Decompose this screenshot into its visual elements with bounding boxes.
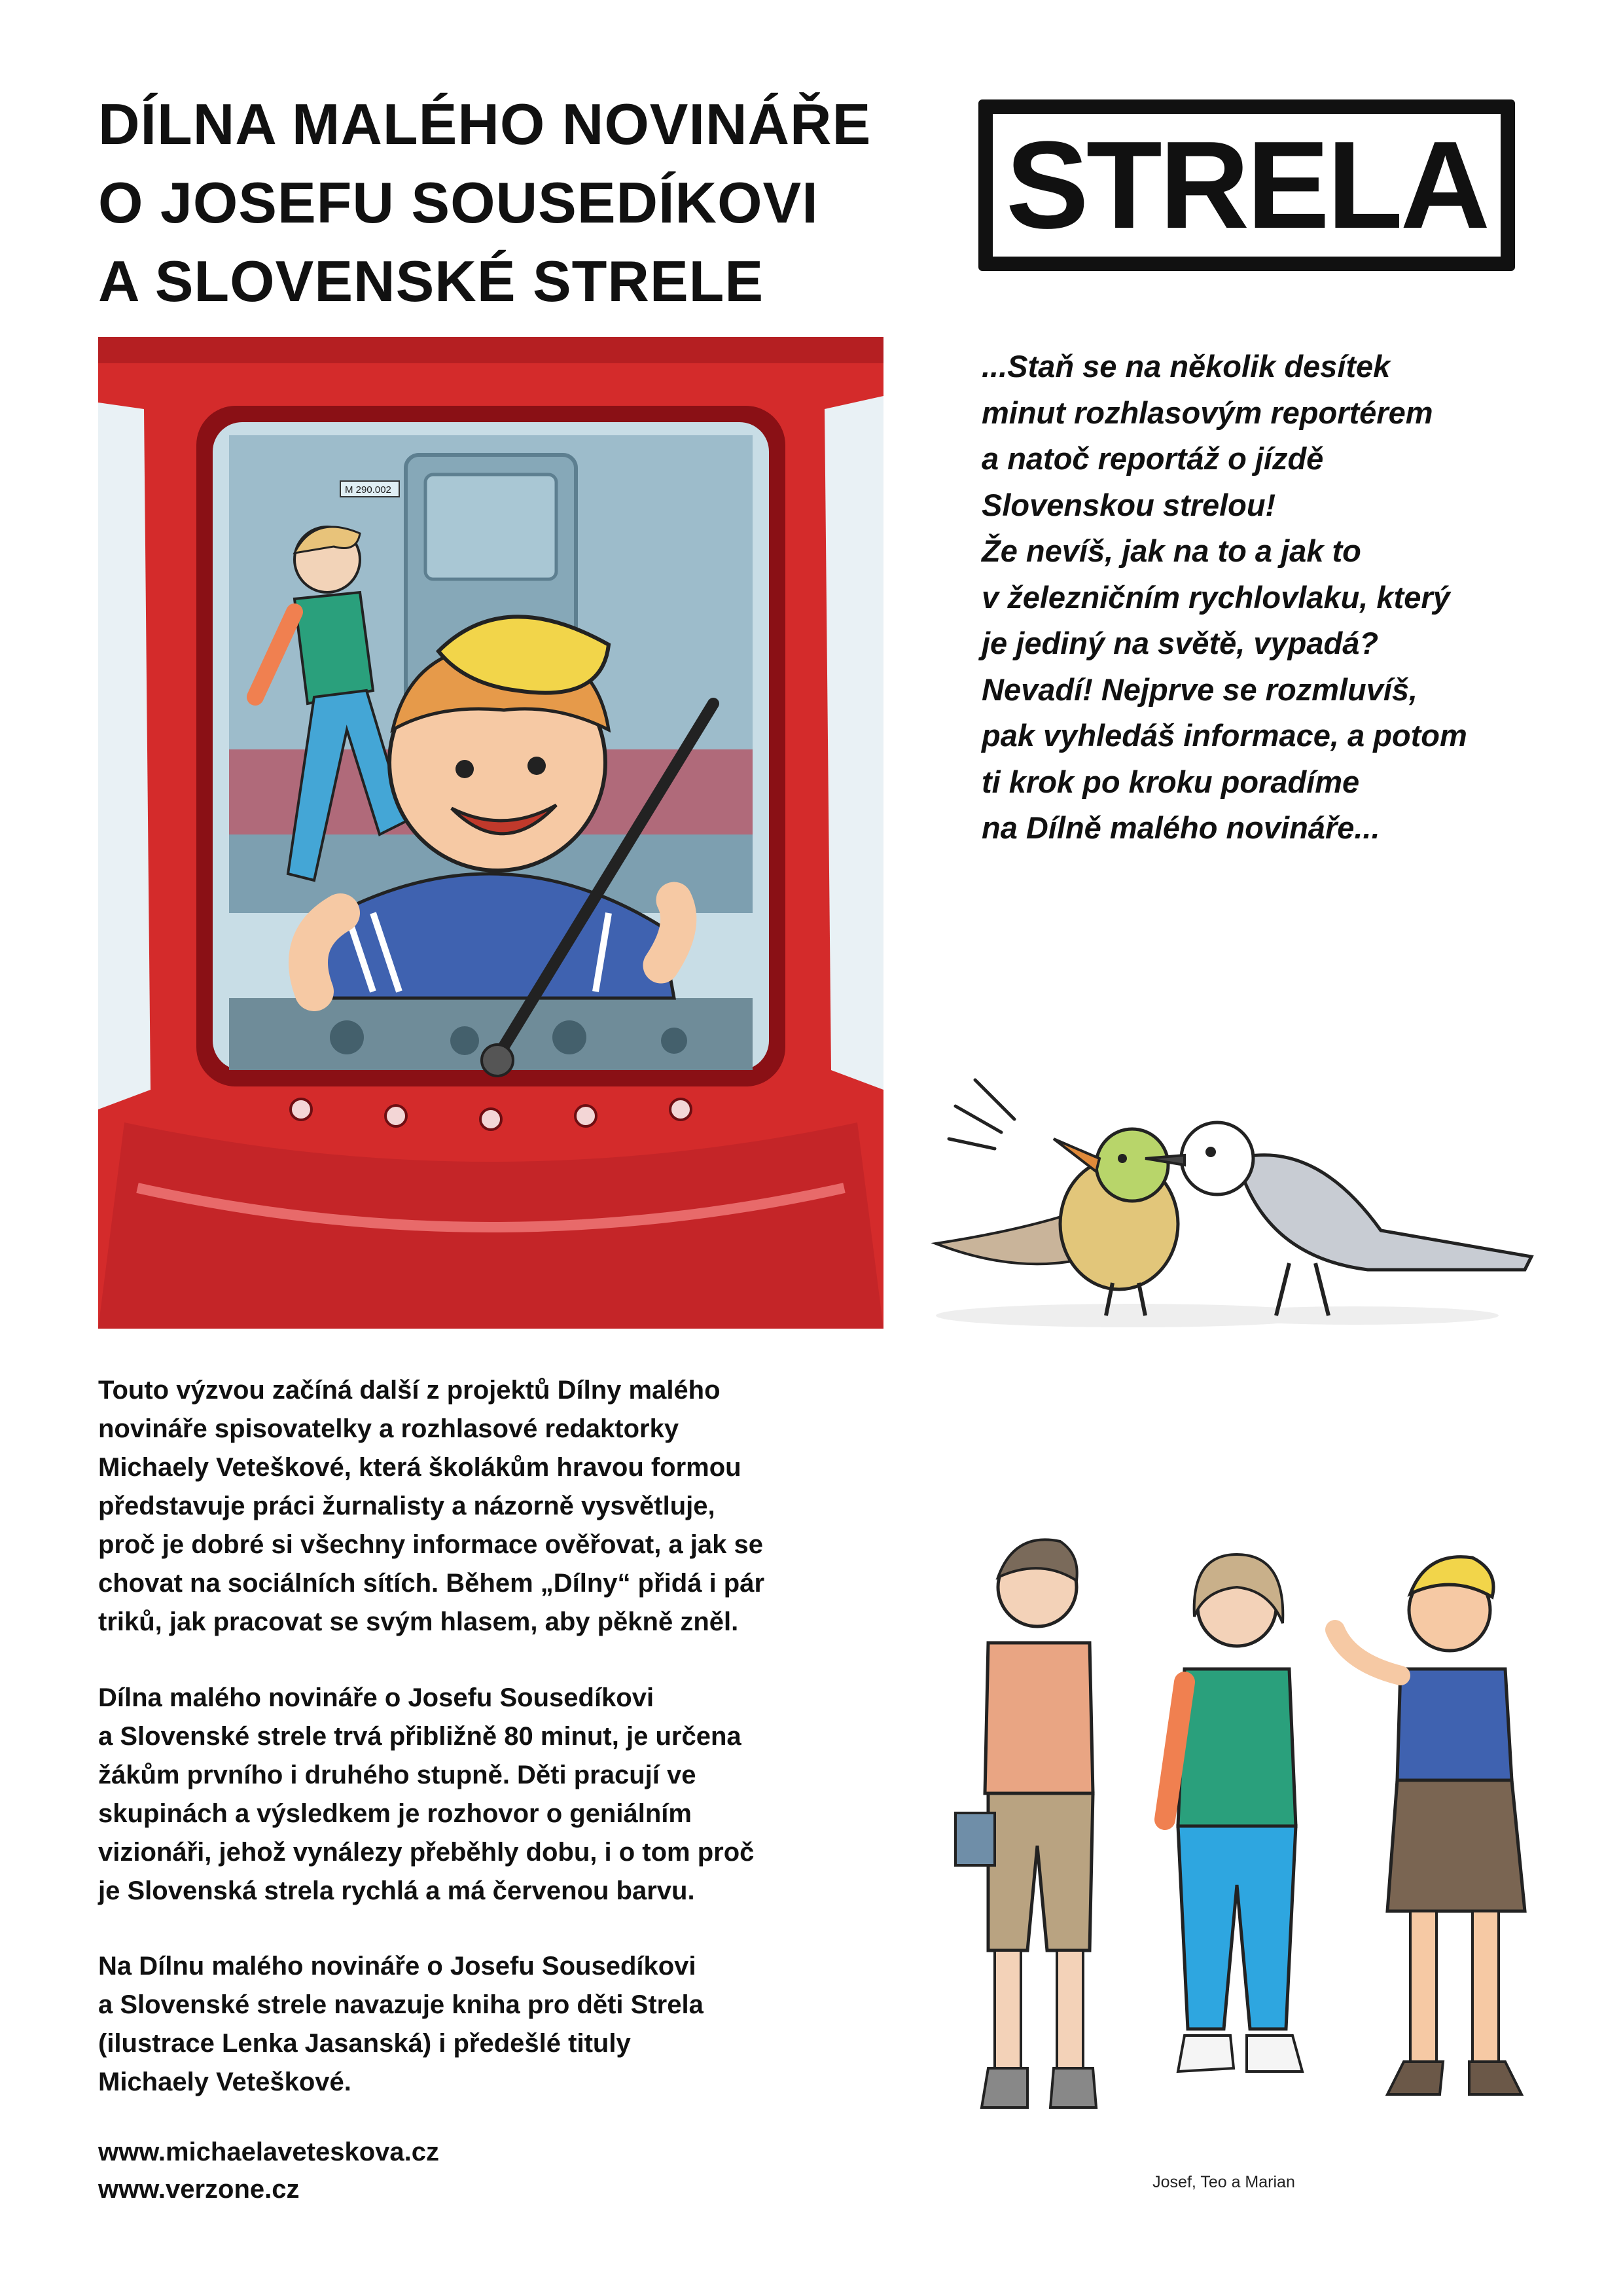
intro-line: v železničním rychlovlaku, který bbox=[982, 579, 1450, 615]
page-title bbox=[98, 85, 949, 321]
josef-figure bbox=[955, 1539, 1096, 2108]
body-line: triků, jak pracovat se svým hlasem, aby pěkně zněl. bbox=[98, 1607, 739, 1636]
body-paragraph-3 bbox=[98, 1947, 870, 2102]
body-line: Michaely Veteškové, která školákům hravou formou bbox=[98, 1453, 741, 1482]
body-line: proč je dobré si všechny informace ověřovat, a jak se bbox=[98, 1530, 763, 1559]
body-line: a Slovenské strele trvá přibližně 80 minut, je určena bbox=[98, 1722, 741, 1751]
intro-line: pak vyhledáš informace, a potom bbox=[982, 718, 1467, 753]
intro-line: a natoč reportáž o jízdě bbox=[982, 441, 1324, 476]
body-line: představuje práci žurnalisty a názorně vysvětluje, bbox=[98, 1492, 715, 1520]
intro-line: Slovenskou strelou! bbox=[982, 487, 1276, 522]
title-line-1: DÍLNA MALÉHO NOVINÁŘE bbox=[98, 92, 872, 156]
intro-line: na Dílně malého novináře... bbox=[982, 810, 1380, 845]
panel-number: M 290.002 bbox=[345, 484, 391, 495]
link-verzone[interactable]: www.verzone.cz bbox=[98, 2175, 300, 2204]
intro-line: Že nevíš, jak na to a jak to bbox=[982, 533, 1361, 568]
birds-illustration bbox=[923, 1060, 1544, 1342]
title-line-2: O JOSEFU SOUSEDÍKOVI bbox=[98, 170, 819, 235]
logo-text: STRELA bbox=[1006, 116, 1488, 255]
teo-figure bbox=[1165, 1554, 1302, 2072]
kids-caption: Josef, Teo a Marian bbox=[1152, 2173, 1295, 2191]
body-line: skupinách a výsledkem je rozhovor o geniálním bbox=[98, 1799, 692, 1828]
intro-line: minut rozhlasovým reportérem bbox=[982, 395, 1433, 430]
body-line: je Slovenská strela rychlá a má červenou barvu. bbox=[98, 1876, 695, 1905]
body-line: (ilustrace Lenka Jasanská) i předešlé tituly bbox=[98, 2029, 631, 2058]
strela-logo bbox=[978, 99, 1515, 271]
website-links bbox=[98, 2134, 439, 2208]
body-paragraph-1 bbox=[98, 1371, 870, 1641]
body-line: Na Dílnu malého novináře o Josefu Sousedíkovi bbox=[98, 1952, 696, 1981]
marian-figure bbox=[1335, 1557, 1525, 2094]
intro-line: ti krok po kroku poradíme bbox=[982, 764, 1360, 799]
link-michaelaveteskova[interactable]: www.michaelaveteskova.cz bbox=[98, 2138, 440, 2166]
body-line: Michaely Veteškové. bbox=[98, 2068, 351, 2096]
body-line: Touto výzvou začíná další z projektů Dílny malého bbox=[98, 1376, 721, 1405]
train-cab-illustration bbox=[98, 337, 883, 1329]
intro-line: je jediný na světě, vypadá? bbox=[982, 626, 1379, 660]
body-line: vizionáři, jehož vynálezy přeběhly dobu, i o tom proč bbox=[98, 1838, 755, 1867]
intro-line: Nevadí! Nejprve se rozmluvíš, bbox=[982, 672, 1418, 707]
body-line: Dílna malého novináře o Josefu Sousedíkovi bbox=[98, 1683, 654, 1712]
body-line: novináře spisovatelky a rozhlasové redaktorky bbox=[98, 1414, 679, 1443]
body-line: chovat na sociálních sítích. Během „Dílny“ přidá i pár bbox=[98, 1569, 765, 1598]
body-paragraph-2 bbox=[98, 1679, 870, 1910]
kids-illustration bbox=[929, 1518, 1551, 2160]
intro-line: ...Staň se na několik desítek bbox=[982, 349, 1391, 384]
intro-text bbox=[982, 344, 1571, 852]
body-line: a Slovenské strele navazuje kniha pro děti Strela bbox=[98, 1990, 704, 2019]
title-line-3: A SLOVENSKÉ STRELE bbox=[98, 249, 764, 314]
body-line: žákům prvního i druhého stupně. Děti pracují ve bbox=[98, 1761, 696, 1789]
